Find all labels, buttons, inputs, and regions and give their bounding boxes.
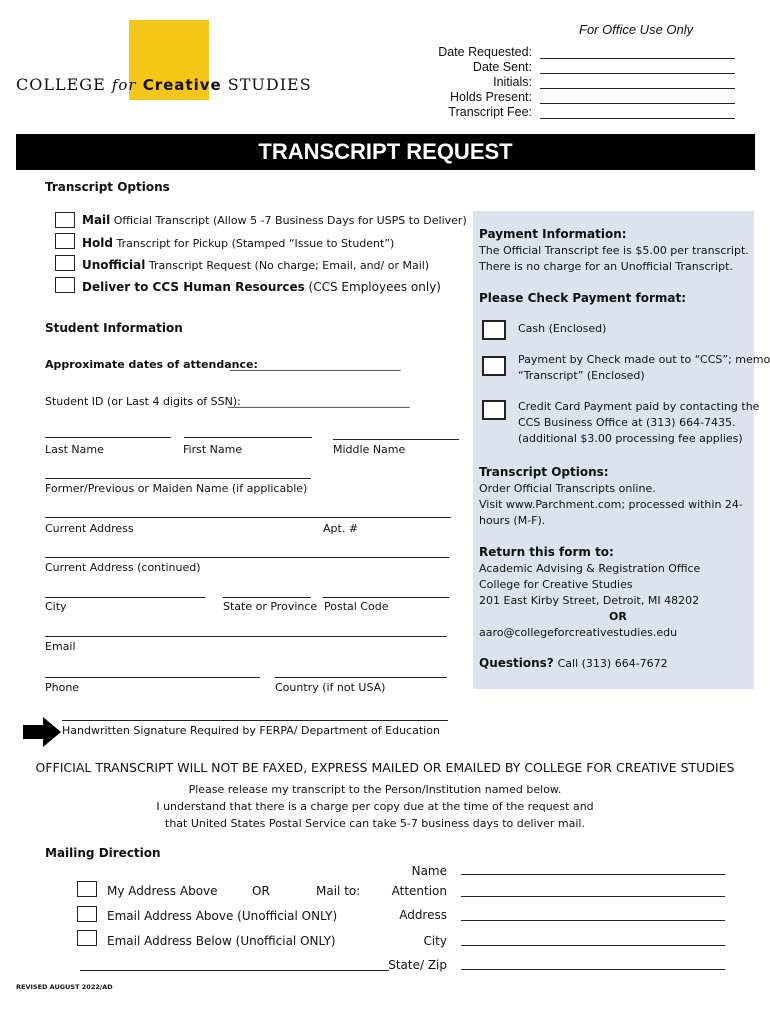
- return-line3: 201 East Kirby Street, Detroit, MI 48202: [479, 594, 700, 607]
- mailto-address-line[interactable]: [461, 920, 725, 921]
- payment-heading: Payment Information:: [479, 227, 627, 241]
- release-line2: I understand that there is a charge per copy due at the time of the request and: [156, 800, 594, 813]
- release-line1: Please release my transcript to the Person/Institution named below.: [188, 783, 562, 796]
- mailto-attention-label: Attention: [391, 884, 447, 898]
- transcript-options-heading: Transcript Options: [45, 180, 170, 194]
- online-line2: Visit www.Parchment.com; processed within 24-: [479, 498, 743, 511]
- checkbox-unofficial[interactable]: [55, 255, 75, 271]
- mailto-state-zip-label: State/ Zip: [388, 958, 447, 972]
- checkbox-mail[interactable]: [55, 212, 75, 228]
- questions-label: Questions?: [479, 656, 554, 670]
- phone-label: Phone: [45, 681, 80, 694]
- mailto-city-label: City: [423, 934, 447, 948]
- office-title: For Office Use Only: [579, 22, 694, 37]
- or-label: OR: [252, 884, 270, 898]
- mail-to-label: Mail to:: [316, 884, 361, 898]
- state-line[interactable]: [223, 597, 311, 598]
- phone-line[interactable]: [45, 677, 260, 678]
- arrow-right-icon: [23, 717, 61, 747]
- state-label: State or Province: [223, 600, 318, 613]
- office-fields: [420, 44, 735, 119]
- checkbox-deliver-hr[interactable]: [55, 277, 75, 293]
- my-address-label: My Address Above: [107, 884, 218, 898]
- logo: [16, 20, 312, 100]
- signature-label: Handwritten Signature Required by FERPA/ Department of Education: [62, 724, 440, 737]
- postal-label: Postal Code: [324, 600, 389, 613]
- option-deliver-hr: Deliver to CCS Human Resources (CCS Employees only): [82, 280, 441, 294]
- country-label: Country (if not USA): [275, 681, 386, 694]
- mailto-state-zip-line[interactable]: [461, 969, 725, 970]
- checkbox-email-below[interactable]: [77, 930, 97, 946]
- first-name-label: First Name: [183, 443, 243, 456]
- payment-format-heading: Please Check Payment format:: [479, 291, 687, 305]
- mailto-attention-line[interactable]: [461, 896, 725, 897]
- check-line1: Payment by Check made out to “CCS”; memo: [518, 353, 770, 366]
- email-below-label: Email Address Below (Unofficial ONLY): [107, 934, 336, 948]
- student-info-heading: Student Information: [45, 321, 183, 335]
- option-unofficial: Unofficial Transcript Request (No charge; Email, and/ or Mail): [82, 258, 430, 272]
- questions-phone: Call (313) 664-7672: [557, 657, 668, 670]
- current-address-cont-line[interactable]: [45, 557, 449, 558]
- return-or: OR: [609, 610, 627, 623]
- checkbox-check[interactable]: [482, 356, 506, 376]
- country-line[interactable]: [275, 677, 447, 678]
- email-above-label: Email Address Above (Unofficial ONLY): [107, 909, 338, 923]
- cc-line1: Credit Card Payment paid by contacting the: [518, 400, 760, 413]
- cash-label: Cash (Enclosed): [518, 322, 607, 335]
- signature-line[interactable]: [62, 720, 448, 721]
- office-field-line[interactable]: [540, 93, 735, 104]
- office-field-line[interactable]: [540, 48, 735, 59]
- student-id-field[interactable]: _________________________________: [228, 395, 410, 408]
- option-mail: Mail Official Transcript (Allow 5 -7 Business Days for USPS to Deliver): [82, 213, 467, 227]
- return-email: aaro@collegeforcreativestudies.edu: [479, 626, 678, 639]
- last-name-line[interactable]: [45, 437, 171, 438]
- cc-line3: (additional $3.00 processing fee applies): [518, 432, 743, 445]
- return-line1: Academic Advising & Registration Office: [479, 562, 701, 575]
- mailto-address-label: Address: [399, 908, 447, 922]
- no-fax-notice: OFFICIAL TRANSCRIPT WILL NOT BE FAXED, EXPRESS MAILED OR EMAILED BY COLLEGE FOR CREATIVE STUDIES: [35, 760, 735, 775]
- office-field-label: Date Requested:: [438, 45, 532, 59]
- checkbox-email-above[interactable]: [77, 906, 97, 922]
- email-label: Email: [45, 640, 76, 653]
- office-field-line[interactable]: [540, 78, 735, 89]
- office-field-label: Transcript Fee:: [448, 105, 532, 119]
- checkbox-credit-card[interactable]: [482, 400, 506, 420]
- middle-name-line[interactable]: [333, 439, 459, 440]
- former-name-line[interactable]: [45, 478, 311, 479]
- postal-line[interactable]: [323, 597, 449, 598]
- payment-line1: The Official Transcript fee is $5.00 per transcript.: [479, 244, 749, 257]
- office-field-line[interactable]: [540, 108, 735, 119]
- former-name-label: Former/Previous or Maiden Name (if applicable): [45, 482, 308, 495]
- current-address-line[interactable]: [45, 517, 451, 518]
- online-line1: Order Official Transcripts online.: [479, 482, 656, 495]
- page-title-banner: [16, 134, 755, 170]
- payment-line2: There is no charge for an Unofficial Transcript.: [479, 260, 733, 273]
- email-line[interactable]: [45, 636, 447, 637]
- mailto-city-line[interactable]: [461, 945, 725, 946]
- office-field-line[interactable]: [540, 63, 735, 74]
- online-options-heading: Transcript Options:: [479, 465, 609, 479]
- apt-label: Apt. #: [323, 522, 359, 535]
- option-hold: Hold Transcript for Pickup (Stamped “Issue to Student”): [82, 236, 395, 250]
- checkbox-hold[interactable]: [55, 233, 75, 249]
- city-label: City: [45, 600, 67, 613]
- payment-panel: [473, 211, 770, 689]
- office-field-label: Initials:: [493, 75, 532, 89]
- online-line3: hours (M-F).: [479, 514, 546, 527]
- revised-note: REVISED AUGUST 2022/AD: [16, 983, 113, 991]
- page-title: TRANSCRIPT REQUEST: [258, 139, 513, 164]
- check-line2: “Transcript” (Enclosed): [518, 369, 645, 382]
- last-name-label: Last Name: [45, 443, 104, 456]
- return-heading: Return this form to:: [479, 545, 614, 559]
- questions: [479, 656, 668, 670]
- cc-line2: CCS Business Office at (313) 664-7435.: [518, 416, 736, 429]
- office-field-label: Holds Present:: [450, 90, 532, 104]
- first-name-line[interactable]: [184, 437, 312, 438]
- mailto-name-label: Name: [411, 864, 447, 878]
- attendance-field[interactable]: _______________________________: [230, 358, 401, 371]
- student-id-label: Student ID (or Last 4 digits of SSN):: [45, 395, 241, 408]
- checkbox-my-address[interactable]: [77, 881, 97, 897]
- city-line[interactable]: [45, 597, 205, 598]
- mailto-name-line[interactable]: [461, 874, 725, 875]
- release-line3: that United States Postal Service can take 5-7 business days to deliver mail.: [165, 817, 585, 830]
- current-address-label: Current Address: [45, 522, 134, 535]
- checkbox-cash[interactable]: [482, 320, 506, 340]
- attendance-label: Approximate dates of attendance:: [45, 358, 258, 371]
- middle-name-label: Middle Name: [333, 443, 406, 456]
- return-line2: College for Creative Studies: [479, 578, 633, 591]
- office-field-label: Date Sent:: [472, 60, 532, 74]
- mailing-heading: Mailing Direction: [45, 846, 161, 860]
- logo-text: COLLEGE for Creative STUDIES: [16, 75, 312, 94]
- current-address-cont-label: Current Address (continued): [45, 561, 201, 574]
